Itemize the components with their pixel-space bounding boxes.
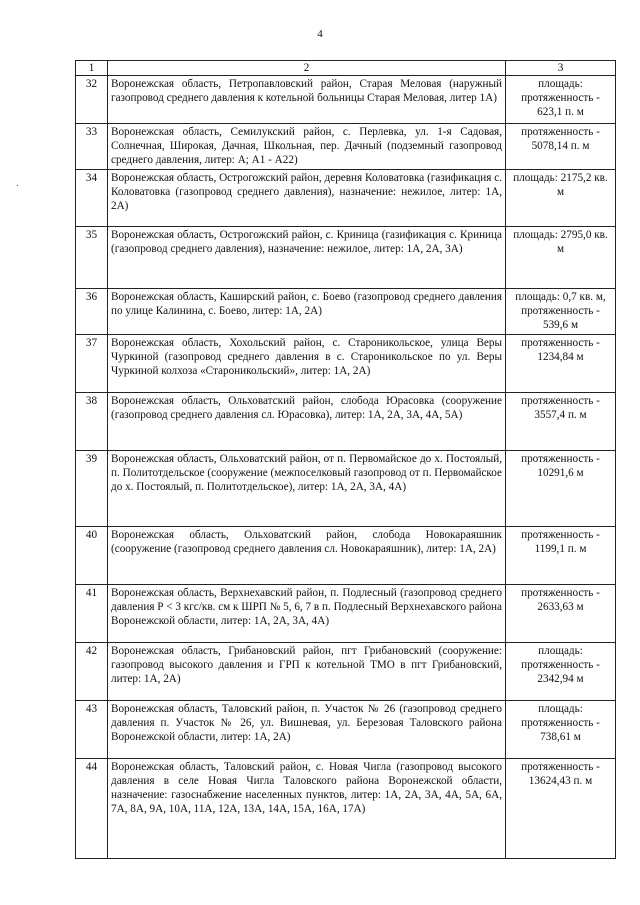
table-row xyxy=(76,76,616,124)
table-row xyxy=(76,170,616,227)
table-row xyxy=(76,526,616,584)
page-number: 4 xyxy=(317,28,323,40)
table-row xyxy=(76,289,616,335)
row-measure: площадь: протяженность - 738,61 м xyxy=(506,700,616,758)
row-measure: протяженность - 3557,4 п. м xyxy=(506,392,616,450)
table-row xyxy=(76,334,616,392)
row-number: 38 xyxy=(76,392,108,450)
row-measure: площадь: 2795,0 кв. м xyxy=(506,227,616,289)
row-description: Воронежская область, Острогожский район, деревня Коловатовка (газификация с. Коловатовка (газопровод среднего давления), назначение: нежилое, литер: 1А, 2А) xyxy=(108,170,506,227)
table-row xyxy=(76,392,616,450)
row-description: Воронежская область, Верхнехавский район, п. Подлесный (газопровод среднего давления Р < 3 кгс/кв. см к ШРП № 5, 6, 7 в п. Подлесный Верхнехавского района Воронежской области, литер: 1А, 2А, 3А, 4А) xyxy=(108,584,506,642)
row-number: 41 xyxy=(76,584,108,642)
row-number: 32 xyxy=(76,76,108,124)
column-header-number: 1 xyxy=(76,61,108,76)
row-description: Воронежская область, Таловский район, с. Новая Чигла (газопровод высокого давления в селе Новая Чигла Таловского района Воронежской области, назначение: газоснабжение населенных пунктов, литер: 1А, 2А, 3А, 4А, 5А, 6А, 7А, 8А, 9А, 10А, 11А, 12А, 13А, 14А, 15А, 16А, 17А) xyxy=(108,758,506,858)
table-row xyxy=(76,584,616,642)
row-number: 39 xyxy=(76,450,108,526)
row-description: Воронежская область, Острогожский район, с. Криница (газификация с. Криница (газопровод среднего давления), назначение: нежилое, литер: 1А, 2А, 3А) xyxy=(108,227,506,289)
row-description: Воронежская область, Хохольский район, с. Староникольское, улица Веры Чуркиной (газопровод среднего давления в с. Староникольское по ул. Веры Чуркиной колхоза «Староникольский», литер: 1А, 2А) xyxy=(108,334,506,392)
row-description: Воронежская область, Петропавловский район, Старая Меловая (наружный газопровод среднего давления к котельной больницы Старая Меловая, литер 1А) xyxy=(108,76,506,124)
row-measure: протяженность - 10291,6 м xyxy=(506,450,616,526)
property-register-table xyxy=(75,60,616,859)
row-number: 36 xyxy=(76,289,108,335)
table-row xyxy=(76,227,616,289)
table-row xyxy=(76,758,616,858)
row-measure: площадь: 0,7 кв. м, протяженность - 539,6 м xyxy=(506,289,616,335)
row-measure: площадь: протяженность - 2342,94 м xyxy=(506,642,616,700)
row-measure: протяженность - 1199,1 п. м xyxy=(506,526,616,584)
table-header-row xyxy=(76,61,616,76)
row-number: 33 xyxy=(76,124,108,170)
row-description: Воронежская область, Ольховатский район, от п. Первомайское до х. Постоялый, п. Политотдельское (сооружение (межпоселковый газопровод от п. Первомайское до х. Постоялый, п. Политотдельское), литер: 1А, 2А, 3А, 4А) xyxy=(108,450,506,526)
row-measure: площадь: 2175,2 кв. м xyxy=(506,170,616,227)
row-measure: протяженность - 2633,63 м xyxy=(506,584,616,642)
row-description: Воронежская область, Ольховатский район, слобода Новокараяшник (сооружение (газопровод среднего давления сл. Новокараяшник), литер: 1А, 2А) xyxy=(108,526,506,584)
row-measure: протяженность - 5078,14 п. м xyxy=(506,124,616,170)
row-measure: протяженность - 13624,43 п. м xyxy=(506,758,616,858)
margin-mark: . xyxy=(16,178,19,189)
row-number: 34 xyxy=(76,170,108,227)
table-row xyxy=(76,700,616,758)
row-description: Воронежская область, Таловский район, п. Участок № 26 (газопровод среднего давления п. Участок № 26, ул. Вишневая, ул. Березовая Таловского района Воронежской области, литер: 1А, 2А) xyxy=(108,700,506,758)
row-description: Воронежская область, Грибановский район, пгт Грибановский (сооружение: газопровод высокого давления и ГРП к котельной ТМО в пгт Грибановский, литер: 1А, 2А) xyxy=(108,642,506,700)
row-description: Воронежская область, Семилукский район, с. Перлевка, ул. 1-я Садовая, Солнечная, Широкая, Дачная, Школьная, пер. Дачный (подземный газопровод среднего давления, литер: А; А1 - А22) xyxy=(108,124,506,170)
row-number: 40 xyxy=(76,526,108,584)
row-measure: протяженность - 1234,84 м xyxy=(506,334,616,392)
table-row xyxy=(76,124,616,170)
column-header-measure: 3 xyxy=(506,61,616,76)
row-number: 44 xyxy=(76,758,108,858)
row-number: 37 xyxy=(76,334,108,392)
row-description: Воронежская область, Каширский район, с. Боево (газопровод среднего давления по улице Калинина, с. Боево, литер: 1А, 2А) xyxy=(108,289,506,335)
row-number: 35 xyxy=(76,227,108,289)
table-row xyxy=(76,642,616,700)
row-number: 43 xyxy=(76,700,108,758)
table-row xyxy=(76,450,616,526)
row-description: Воронежская область, Ольховатский район, слобода Юрасовка (сооружение (газопровод среднего давления сл. Юрасовка), литер: 1А, 2А, 3А, 4А, 5А) xyxy=(108,392,506,450)
column-header-description: 2 xyxy=(108,61,506,76)
row-number: 42 xyxy=(76,642,108,700)
row-measure: площадь: протяженность - 623,1 п. м xyxy=(506,76,616,124)
